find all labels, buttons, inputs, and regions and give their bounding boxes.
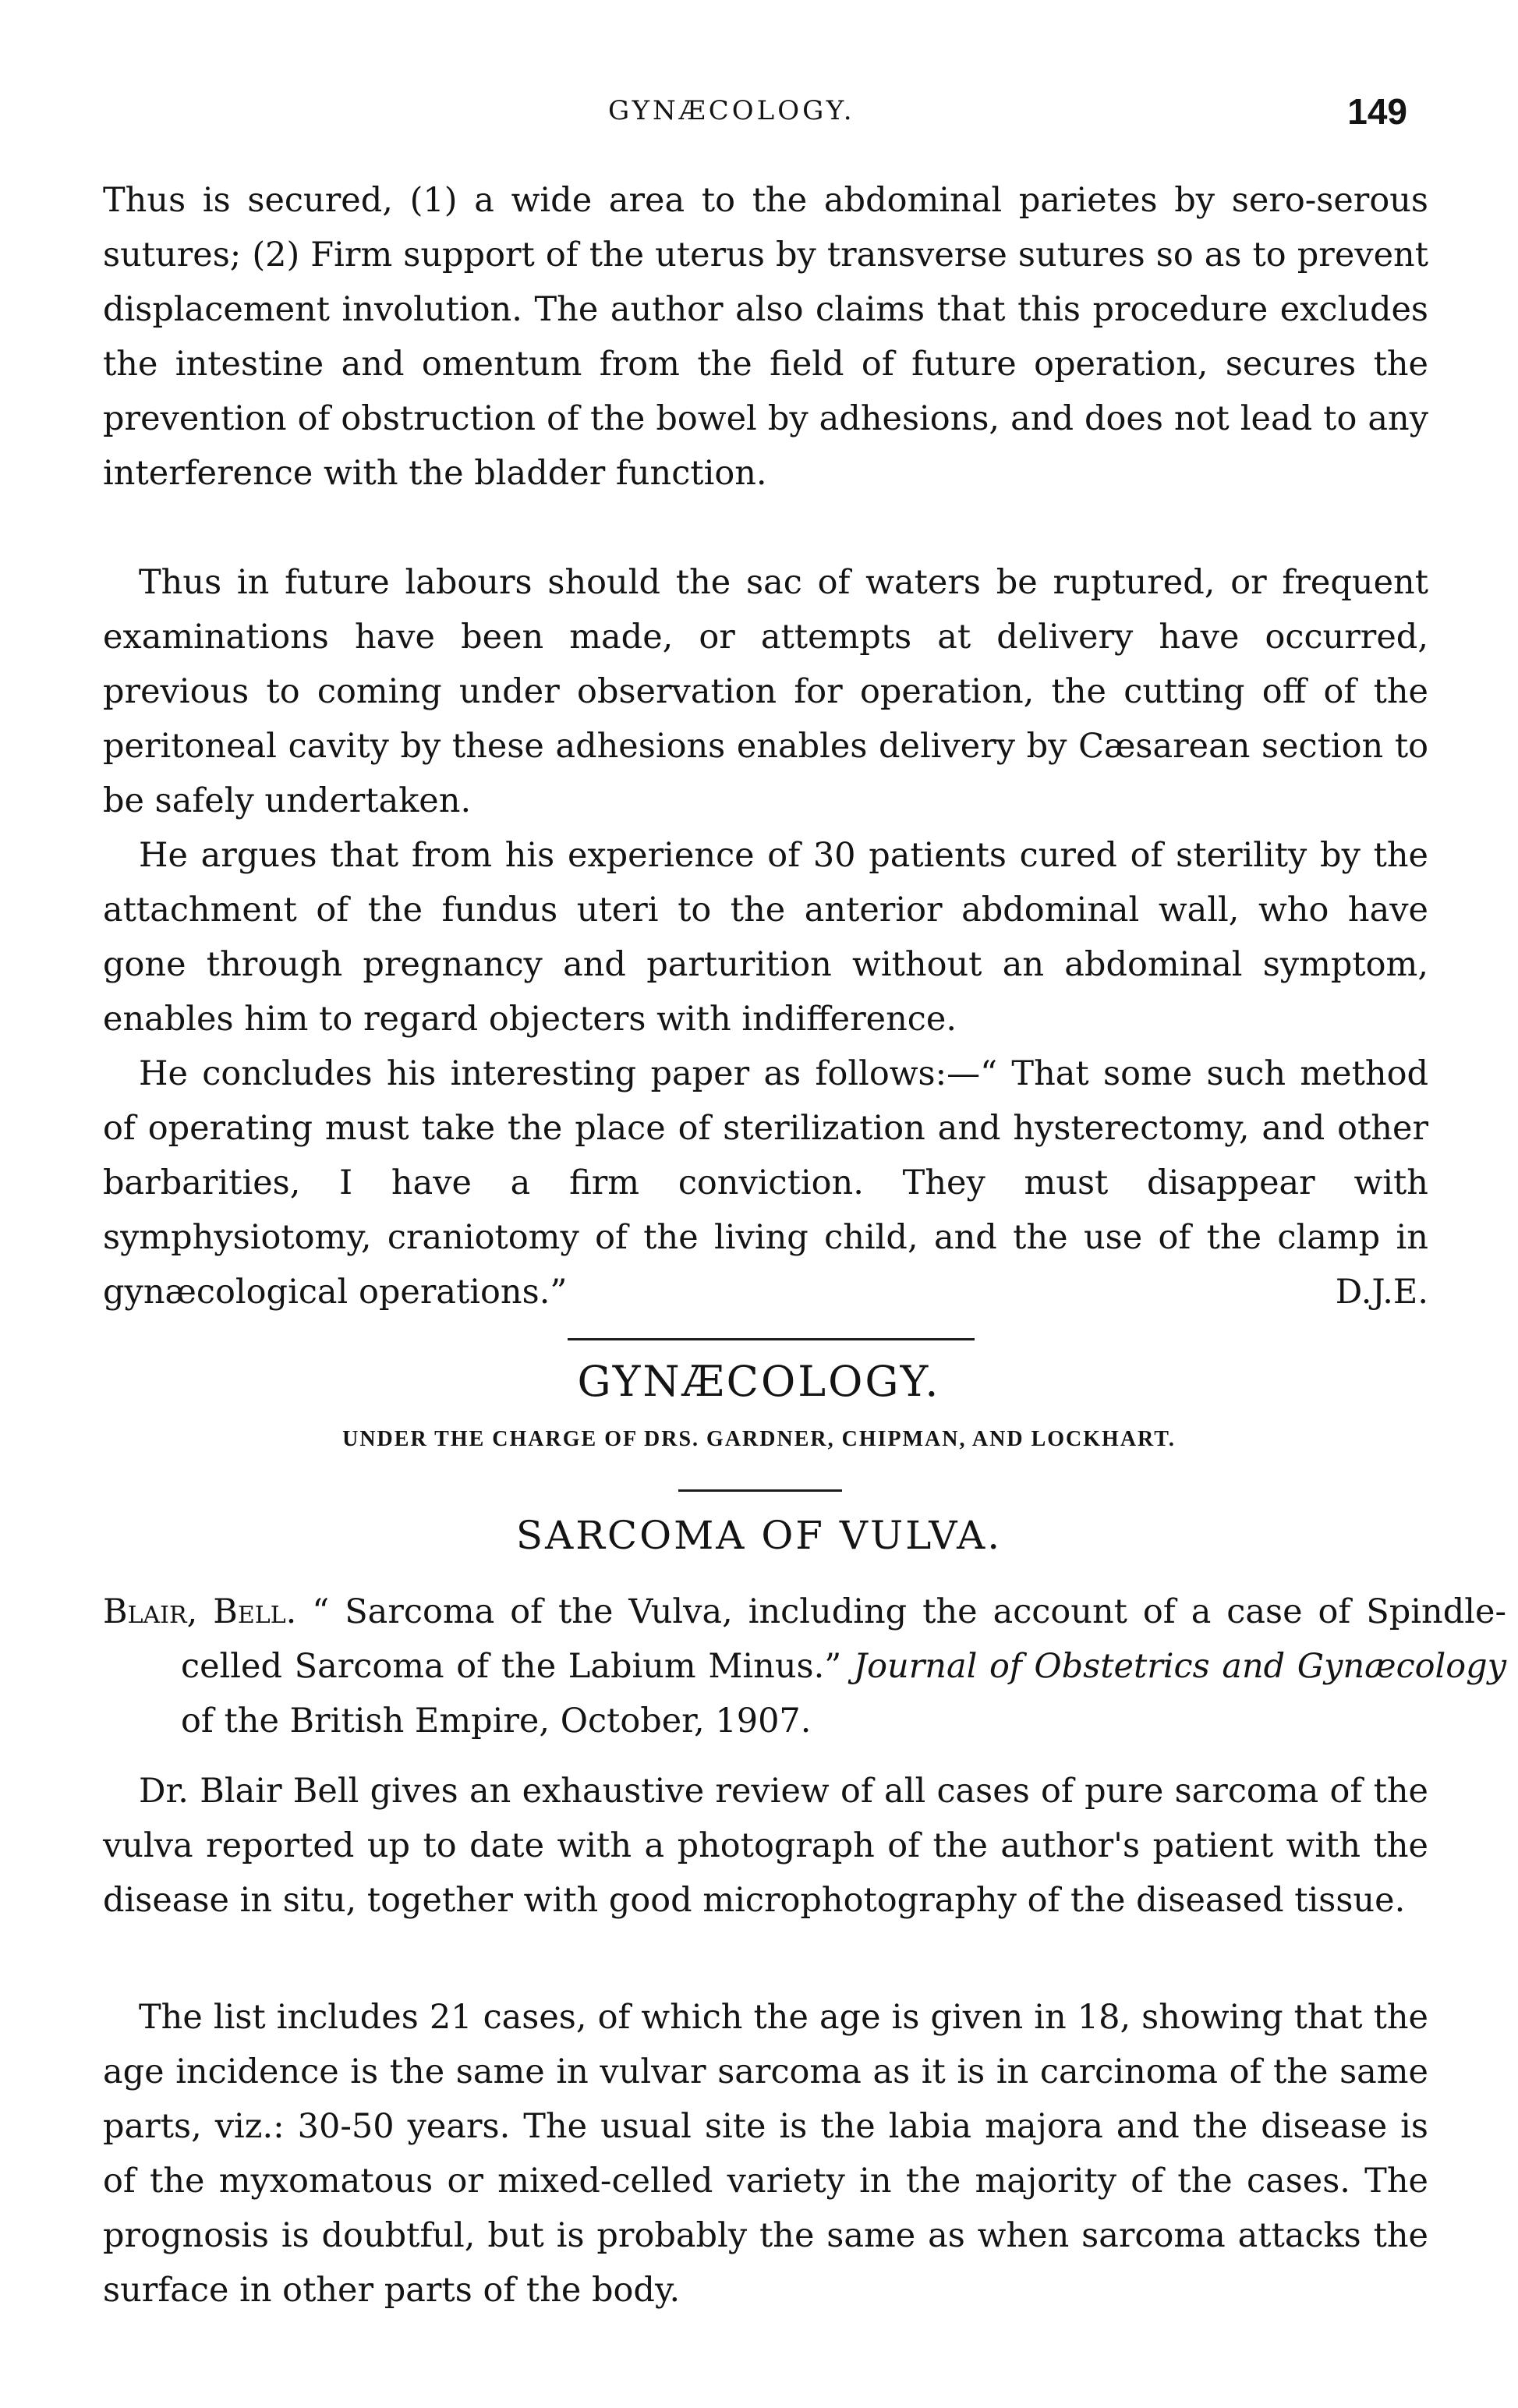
running-head — [101, 87, 1432, 134]
citation-journal: Journal of Obstetrics and Gynæcology — [853, 1647, 1506, 1686]
article1-paragraph-3: He argues that from his experience of 30 patients cured of sterility by the attachment of the fundus uteri to the anterior abdominal wall, who have gone through pregnancy and parturition without an abdominal symptom, enables him to regard objecters with indifference. — [103, 836, 1428, 1039]
section-rule — [568, 1338, 975, 1340]
article2-citation — [103, 1585, 1506, 1748]
article2-title: SARCOMA OF VULVA. — [515, 1513, 1003, 1558]
article2-paragraph-2: The list includes 21 cases, of which the age is given in 18, showing that the age incidence is the same in vulvar sarcoma as it is in carcinoma of the same parts, viz.: 30-50 years. The usual site is the labia majora and the disease is of the myxomatous or mixed-celled variety in the majority of the cases. The prognosis is doubtful, but is probably the same as when sarcoma attacks the surface in other parts of the body. — [103, 1998, 1428, 2310]
citation-title: “ Sarcoma of the Vulva, including the account of a case of Spindle-celled Sarcoma of the Labium Minus.” — [181, 1592, 1506, 1686]
article1-paragraph-2: Thus in future labours should the sac of waters be ruptured, or frequent examinations have been made, or attempts at delivery have occurred, previous to coming under observation for operation, the cutting off of the peritoneal cavity by these adhesions enables delivery by Cæsarean section to be safely undertaken. — [103, 563, 1428, 820]
article1-paragraph-1: Thus is secured, (1) a wide area to the abdominal parietes by sero-serous sutures; (2) Firm support of the uterus by transverse sutures so as to prevent displacement involution. The author also claims that this procedure excludes the intestine and omentum from the field of future operation, secures the prevention of obstruction of the bowel by adhesions, and does not lead to any interference with the bladder function. — [103, 181, 1428, 493]
running-title: GYNÆCOLOGY. — [608, 95, 855, 126]
section-charge-line: UNDER THE CHARGE OF DRS. GARDNER, CHIPMAN, AND LOCKHART. — [342, 1427, 1176, 1451]
citation-details: of the British Empire, October, 1907. — [181, 1702, 812, 1740]
article1-paragraph-4-text: He concludes his interesting paper as follows:—“ That some such method of operating must take the place of sterilization and hysterectomy, and other barbarities, I have a firm conviction. They must disappear with symphysiotomy, craniotomy of the living child, and the use of the clamp in gynæcological operations.” — [103, 1054, 1428, 1312]
citation-author: Blair, Bell. — [103, 1592, 297, 1631]
article1-signature: D.J.E. — [1335, 1273, 1428, 1312]
short-rule — [678, 1489, 842, 1492]
page-number: 149 — [1347, 91, 1407, 132]
article2-paragraph-1: Dr. Blair Bell gives an exhaustive review of all cases of pure sarcoma of the vulva reported up to date with a photograph of the author's patient with the disease in situ, together with good microphotography of the diseased tissue. — [103, 1772, 1428, 1920]
article1-paragraph-4 — [103, 1046, 1428, 1319]
section-title: GYNÆCOLOGY. — [577, 1357, 941, 1406]
